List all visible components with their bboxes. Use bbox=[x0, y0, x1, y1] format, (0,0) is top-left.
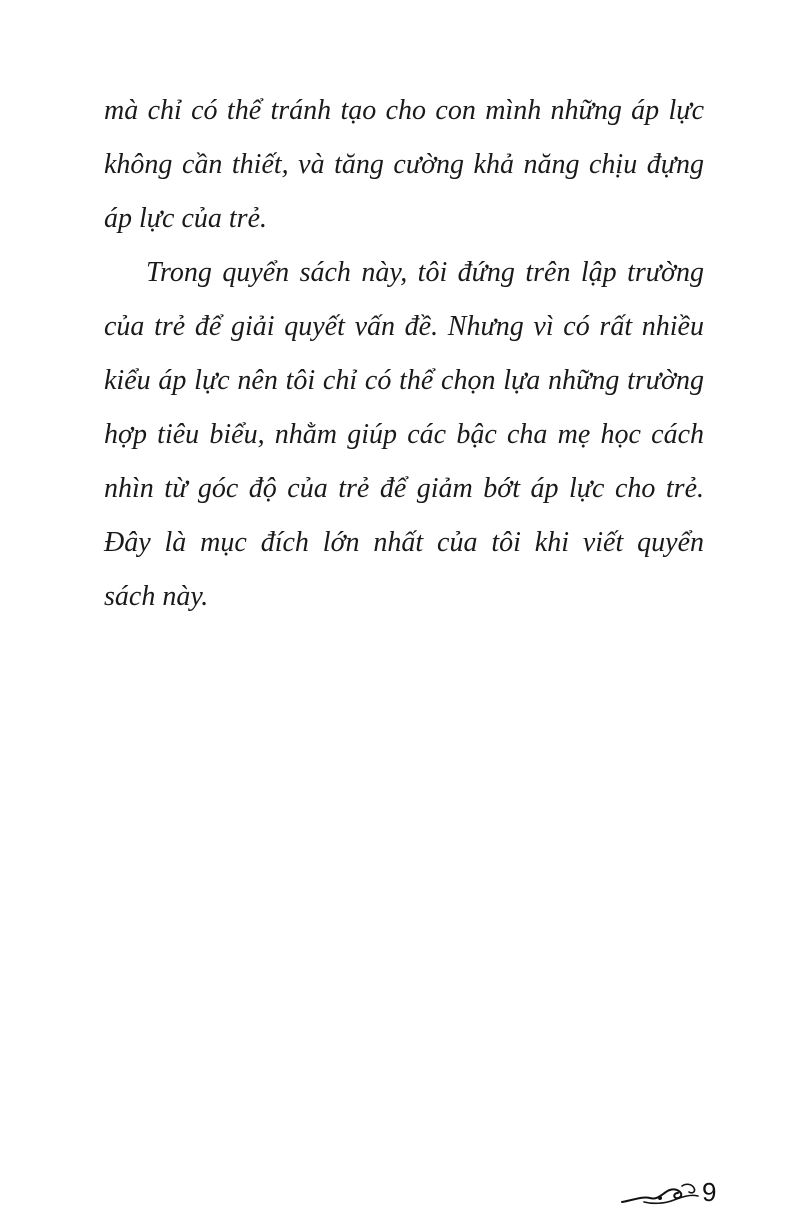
text-line: của trẻ để giải quyết vấn đề. Nhưng vì có rất nhiều bbox=[104, 311, 704, 342]
text-line: nhìn từ góc độ của trẻ để giảm bớt áp lực cho trẻ. bbox=[104, 473, 704, 504]
text-line: kiểu áp lực nên tôi chỉ có thể chọn lựa những trường bbox=[104, 365, 704, 396]
body-text bbox=[104, 84, 704, 624]
text-line: áp lực của trẻ. bbox=[104, 203, 268, 234]
text-line: sách này. bbox=[104, 581, 209, 612]
decorative-flourish-icon bbox=[620, 1178, 702, 1208]
text-line: Đây là mục đích lớn nhất của tôi khi viết quyển bbox=[104, 527, 704, 558]
page-footer bbox=[620, 1172, 730, 1212]
text-line: mà chỉ có thể tránh tạo cho con mình những áp lực bbox=[104, 95, 704, 126]
text-line: hợp tiêu biểu, nhằm giúp các bậc cha mẹ học cách bbox=[104, 419, 704, 450]
paragraph-2 bbox=[104, 246, 704, 624]
text-line: Trong quyển sách này, tôi đứng trên lập trường bbox=[146, 257, 704, 288]
text-line: không cần thiết, và tăng cường khả năng chịu đựng bbox=[104, 149, 704, 180]
page-number: 9 bbox=[702, 1177, 717, 1207]
paragraph-1 bbox=[104, 84, 704, 246]
